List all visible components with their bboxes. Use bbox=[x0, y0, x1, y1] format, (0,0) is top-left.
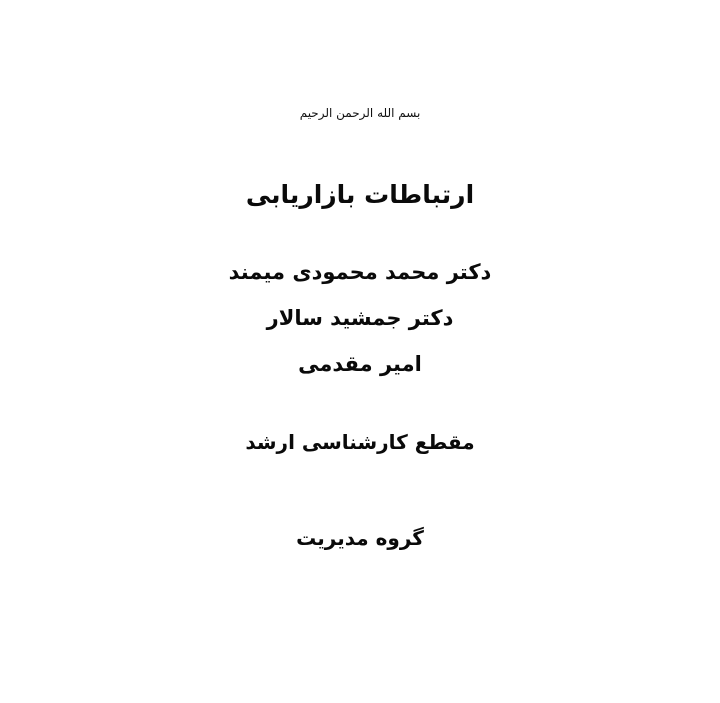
page-title: ارتباطات بازاریابی bbox=[245, 180, 475, 210]
degree-level: مقطع کارشناسی ارشد bbox=[245, 430, 475, 455]
list-item: دکتر جمشید سالار bbox=[266, 306, 454, 331]
list-item: دکتر محمد محمودی میمند bbox=[228, 260, 492, 285]
department-name: گروه مدیریت bbox=[296, 526, 424, 551]
list-item: امیر مقدمی bbox=[298, 352, 422, 377]
basmala-line: بسم الله الرحمن الرحیم bbox=[299, 106, 421, 120]
author-list bbox=[229, 262, 492, 375]
